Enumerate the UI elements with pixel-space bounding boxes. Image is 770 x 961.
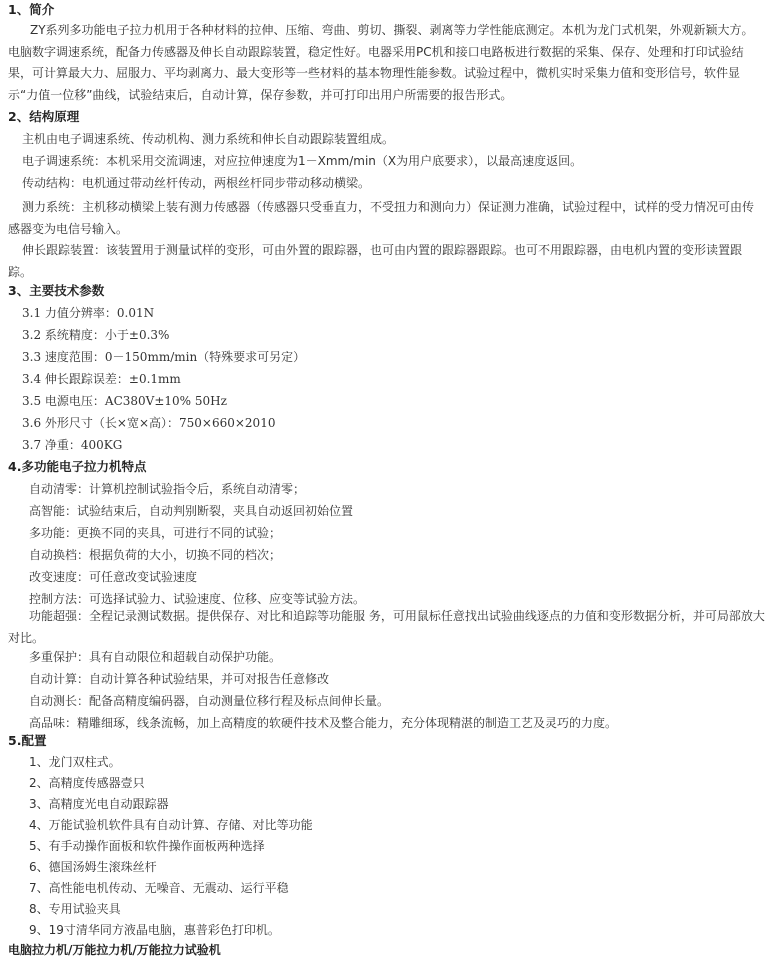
config-item: 2、高精度传感器壹只 xyxy=(29,776,145,790)
feature-item: 自动计算：自动计算各种试验结果，并可对报告任意修改 xyxy=(29,672,330,686)
section-4-heading: 4.多功能电子拉力机特点 xyxy=(8,459,147,474)
footer-keywords: 电脑拉力机/万能拉力机/万能拉力试验机 xyxy=(8,943,221,957)
config-item: 3、高精度光电自动跟踪器 xyxy=(29,797,169,811)
config-item: 1、龙门双柱式。 xyxy=(29,755,121,769)
feature-item: 改变速度：可任意改变试验速度 xyxy=(29,570,198,584)
feature-item: 自动换档：根据负荷的大小，切换不同的档次； xyxy=(29,548,282,562)
section-1-paragraph: ZY系列多功能电子拉力机用于各种材料的拉伸、压缩、弯曲、剪切、撕裂、剥离等力学性能底测定。本机为龙门式机架，外观新颖大方。电脑数字调速系统，配备力传感器及伸长自动跟踪装置，稳定性好。电器采用PC机和接口电路板进行数据的采集、保存、处理和打印试验结果，可计算最大力、屈服力、平均剥离力、最大变形等一些材料的基本物理性能参数。试验过程中，微机实时采集力值和变形信号，软件显示“力值一位移”曲线，试验结束后，自动计算，保存参数，并可打印出用户所需要的报告形式。 xyxy=(8,23,754,102)
section-1-heading: 1、简介 xyxy=(8,2,55,17)
config-item: 8、专用试验夹具 xyxy=(29,902,121,916)
config-item: 9、19寸清华同方液晶电脑，惠普彩色打印机。 xyxy=(29,923,280,937)
feature-item: 自动测长：配备高精度编码器，自动测量位移行程及标点间伸长量。 xyxy=(29,694,390,708)
config-item: 5、有手动操作面板和软件操作面板两种选择 xyxy=(29,839,265,853)
spec-item: 3.1 力值分辨率：0.01N xyxy=(22,306,155,320)
spec-item: 3.2 系统精度：小于±0.3% xyxy=(22,328,170,342)
feature-item: 自动清零：计算机控制试验指令后，系统自动清零； xyxy=(29,482,306,496)
section-2-force-system: 测力系统：主机移动横梁上装有测力传感器（传感器只受垂直力，不受扭力和测向力）保证测力准确，试验过程中，试样的受力情况可由传感器变为电信号输入。 xyxy=(8,200,755,236)
spec-item: 3.3 速度范围：0－150mm/min（特殊要求可另定） xyxy=(22,350,306,364)
spec-item: 3.5 电源电压：AC380V±10% 50Hz xyxy=(22,394,227,408)
section-5-heading: 5.配置 xyxy=(8,733,47,748)
section-2-drive-structure: 传动结构：电机通过带动丝杆传动，两根丝杆同步带动移动横梁。 xyxy=(22,176,371,190)
feature-item: 多重保护：具有自动限位和超载自动保护功能。 xyxy=(29,650,282,664)
spec-item: 3.6 外形尺寸（长×宽×高）：750×660×2010 xyxy=(22,416,276,430)
section-2-speed-system: 电子调速系统：本机采用交流调速，对应拉伸速度为1－Xmm/min（X为用户底要求），以最高速度返回。 xyxy=(22,154,583,168)
config-item: 4、万能试验机软件具有自动计算、存储、对比等功能 xyxy=(29,818,313,832)
spec-item: 3.7 净重：400KG xyxy=(22,438,123,452)
feature-item: 控制方法：可选择试验力、试验速度、位移、应变等试验方法。 xyxy=(29,592,366,606)
config-item: 7、高性能电机传动、无噪音、无震动、运行平稳 xyxy=(29,881,289,895)
section-2-heading: 2、结构原理 xyxy=(8,109,80,124)
feature-item: 高智能：试验结束后，自动判别断裂，夹具自动返回初始位置 xyxy=(29,504,354,518)
spec-item: 3.4 伸长跟踪误差：±0.1mm xyxy=(22,372,181,386)
section-2-extension-tracker: 伸长跟踪装置：该装置用于测量试样的变形，可由外置的跟踪器，也可由内置的跟踪器跟踪。也可不用跟踪器，由电机内置的变形读置跟踪。 xyxy=(8,243,743,279)
config-item: 6、德国汤姆生滚珠丝杆 xyxy=(29,860,157,874)
feature-item-wrapped: 功能超强：全程记录测试数据。提供保存、对比和追踪等功能服 务，可用鼠标任意找出试验曲线逐点的力值和变形数据分析，并可局部放大对比。 xyxy=(8,609,765,645)
section-3-heading: 3、主要技术参数 xyxy=(8,283,105,298)
section-2-intro: 主机由电子调速系统、传动机构、测力系统和伸长自动跟踪装置组成。 xyxy=(22,132,395,146)
feature-item: 多功能：更换不同的夹具，可进行不同的试验； xyxy=(29,526,282,540)
feature-item: 高品味：精雕细琢，线条流畅，加上高精度的软硬件技术及整合能力，充分体现精湛的制造工艺及灵巧的力度。 xyxy=(29,716,618,730)
